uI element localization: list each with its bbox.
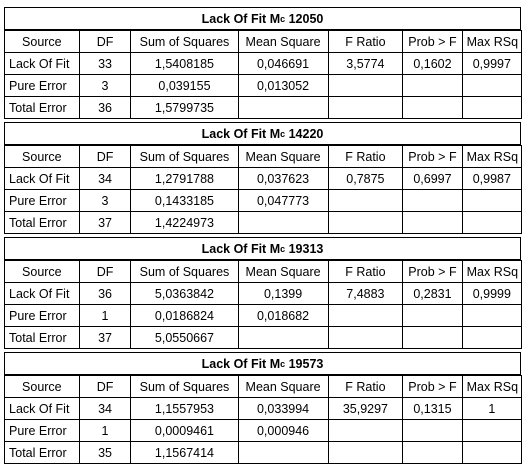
- title-suffix: 12050: [285, 11, 324, 26]
- cell-max-rsq: [462, 212, 521, 234]
- cell-f-ratio: [328, 190, 403, 212]
- cell-df: 1: [79, 420, 131, 442]
- table-row: [5, 283, 522, 305]
- cell-sum-of-squares: 1,1567414: [131, 442, 238, 464]
- cell-prob-f: [403, 327, 462, 349]
- cell-prob-f: [403, 420, 462, 442]
- cell-source: Total Error: [5, 212, 80, 234]
- cell-max-rsq: 0,9997: [462, 53, 521, 75]
- cell-source: Pure Error: [5, 305, 80, 327]
- header-row: [5, 31, 522, 53]
- cell-source: Lack Of Fit: [5, 398, 80, 420]
- table-row: [5, 305, 522, 327]
- table-row: [5, 442, 522, 464]
- cell-max-rsq: 0,9999: [462, 283, 521, 305]
- cell-prob-f: 0,2831: [403, 283, 462, 305]
- cell-df: 37: [79, 212, 131, 234]
- cell-f-ratio: 3,5774: [328, 53, 403, 75]
- cell-df: 36: [79, 283, 131, 305]
- title-prefix: Lack Of Fit M: [201, 126, 281, 141]
- cell-mean-square: 0,018682: [238, 305, 328, 327]
- title-prefix: Lack Of Fit M: [201, 241, 281, 256]
- header-row: [5, 261, 522, 283]
- title-prefix: Lack Of Fit M: [201, 11, 281, 26]
- cell-max-rsq: [462, 190, 521, 212]
- header-max-rsq: Max RSq: [462, 261, 521, 283]
- cell-mean-square: 0,037623: [238, 168, 328, 190]
- header-sum-of-squares: Sum of Squares: [131, 146, 238, 168]
- header-prob-f: Prob > F: [403, 261, 462, 283]
- cell-f-ratio: [328, 442, 403, 464]
- cell-max-rsq: [462, 442, 521, 464]
- header-df: DF: [79, 261, 131, 283]
- cell-df: 1: [79, 305, 131, 327]
- cell-sum-of-squares: 0,1433185: [131, 190, 238, 212]
- table-row: [5, 190, 522, 212]
- header-df: DF: [79, 146, 131, 168]
- header-sum-of-squares: Sum of Squares: [131, 376, 238, 398]
- table-row: [5, 212, 522, 234]
- cell-prob-f: [403, 97, 462, 119]
- cell-source: Pure Error: [5, 75, 80, 97]
- cell-df: 36: [79, 97, 131, 119]
- header-source: Source: [5, 31, 80, 53]
- cell-f-ratio: [328, 327, 403, 349]
- cell-df: 33: [79, 53, 131, 75]
- cell-source: Total Error: [5, 327, 80, 349]
- title-suffix: 19573: [285, 356, 324, 371]
- cell-source: Pure Error: [5, 190, 80, 212]
- cell-sum-of-squares: 5,0550667: [131, 327, 238, 349]
- cell-df: 37: [79, 327, 131, 349]
- header-mean-square: Mean Square: [238, 376, 328, 398]
- cell-f-ratio: 7,4883: [328, 283, 403, 305]
- header-max-rsq: Max RSq: [462, 31, 521, 53]
- cell-mean-square: [238, 97, 328, 119]
- header-prob-f: Prob > F: [403, 31, 462, 53]
- table-row: [5, 168, 522, 190]
- table-row: [5, 420, 522, 442]
- cell-source: Lack Of Fit: [5, 53, 80, 75]
- cell-f-ratio: [328, 97, 403, 119]
- cell-prob-f: [403, 75, 462, 97]
- cell-source: Pure Error: [5, 420, 80, 442]
- header-max-rsq: Max RSq: [462, 146, 521, 168]
- cell-f-ratio: 35,9297: [328, 398, 403, 420]
- cell-mean-square: 0,013052: [238, 75, 328, 97]
- header-sum-of-squares: Sum of Squares: [131, 261, 238, 283]
- lack-of-fit-table: [4, 260, 522, 349]
- cell-prob-f: 0,1602: [403, 53, 462, 75]
- cell-sum-of-squares: 0,0186824: [131, 305, 238, 327]
- cell-df: 3: [79, 190, 131, 212]
- cell-mean-square: 0,000946: [238, 420, 328, 442]
- header-mean-square: Mean Square: [238, 146, 328, 168]
- cell-prob-f: [403, 190, 462, 212]
- header-max-rsq: Max RSq: [462, 376, 521, 398]
- table-title: Lack Of Fit M c 19313: [4, 237, 521, 260]
- cell-max-rsq: [462, 327, 521, 349]
- table-row: [5, 398, 522, 420]
- header-row: [5, 146, 522, 168]
- cell-f-ratio: 0,7875: [328, 168, 403, 190]
- header-df: DF: [79, 31, 131, 53]
- cell-f-ratio: [328, 305, 403, 327]
- cell-mean-square: [238, 327, 328, 349]
- cell-mean-square: 0,1399: [238, 283, 328, 305]
- table-row: [5, 53, 522, 75]
- header-sum-of-squares: Sum of Squares: [131, 31, 238, 53]
- cell-prob-f: 0,1315: [403, 398, 462, 420]
- header-source: Source: [5, 146, 80, 168]
- cell-mean-square: 0,046691: [238, 53, 328, 75]
- lack-of-fit-table: [4, 375, 522, 464]
- cell-mean-square: 0,047773: [238, 190, 328, 212]
- header-mean-square: Mean Square: [238, 31, 328, 53]
- header-row: [5, 376, 522, 398]
- title-prefix: Lack Of Fit M: [201, 356, 281, 371]
- header-f-ratio: F Ratio: [328, 146, 403, 168]
- cell-source: Lack Of Fit: [5, 283, 80, 305]
- cell-max-rsq: [462, 420, 521, 442]
- cell-sum-of-squares: 0,0009461: [131, 420, 238, 442]
- cell-mean-square: 0,033994: [238, 398, 328, 420]
- cell-max-rsq: 1: [462, 398, 521, 420]
- header-source: Source: [5, 261, 80, 283]
- cell-sum-of-squares: 5,0363842: [131, 283, 238, 305]
- cell-source: Lack Of Fit: [5, 168, 80, 190]
- cell-sum-of-squares: 1,1557953: [131, 398, 238, 420]
- cell-df: 34: [79, 168, 131, 190]
- cell-sum-of-squares: 1,2791788: [131, 168, 238, 190]
- header-f-ratio: F Ratio: [328, 31, 403, 53]
- cell-f-ratio: [328, 420, 403, 442]
- header-mean-square: Mean Square: [238, 261, 328, 283]
- table-title: Lack Of Fit M c 12050: [4, 7, 521, 30]
- header-source: Source: [5, 376, 80, 398]
- lack-of-fit-table: [4, 30, 522, 119]
- cell-max-rsq: [462, 305, 521, 327]
- cell-max-rsq: [462, 75, 521, 97]
- cell-mean-square: [238, 442, 328, 464]
- lack-of-fit-table: [4, 145, 522, 234]
- title-suffix: 19313: [285, 241, 324, 256]
- cell-sum-of-squares: 1,4224973: [131, 212, 238, 234]
- header-prob-f: Prob > F: [403, 376, 462, 398]
- table-title: Lack Of Fit M c 19573: [4, 352, 521, 375]
- cell-source: Total Error: [5, 442, 80, 464]
- table-row: [5, 327, 522, 349]
- cell-prob-f: [403, 305, 462, 327]
- header-f-ratio: F Ratio: [328, 376, 403, 398]
- header-f-ratio: F Ratio: [328, 261, 403, 283]
- cell-mean-square: [238, 212, 328, 234]
- title-suffix: 14220: [285, 126, 324, 141]
- cell-prob-f: [403, 442, 462, 464]
- cell-df: 3: [79, 75, 131, 97]
- cell-f-ratio: [328, 75, 403, 97]
- cell-sum-of-squares: 1,5799735: [131, 97, 238, 119]
- cell-source: Total Error: [5, 97, 80, 119]
- cell-df: 35: [79, 442, 131, 464]
- cell-prob-f: [403, 212, 462, 234]
- cell-sum-of-squares: 1,5408185: [131, 53, 238, 75]
- table-title: Lack Of Fit M c 14220: [4, 122, 521, 145]
- cell-f-ratio: [328, 212, 403, 234]
- cell-prob-f: 0,6997: [403, 168, 462, 190]
- header-df: DF: [79, 376, 131, 398]
- cell-max-rsq: [462, 97, 521, 119]
- table-row: [5, 75, 522, 97]
- cell-sum-of-squares: 0,039155: [131, 75, 238, 97]
- header-prob-f: Prob > F: [403, 146, 462, 168]
- table-row: [5, 97, 522, 119]
- cell-df: 34: [79, 398, 131, 420]
- cell-max-rsq: 0,9987: [462, 168, 521, 190]
